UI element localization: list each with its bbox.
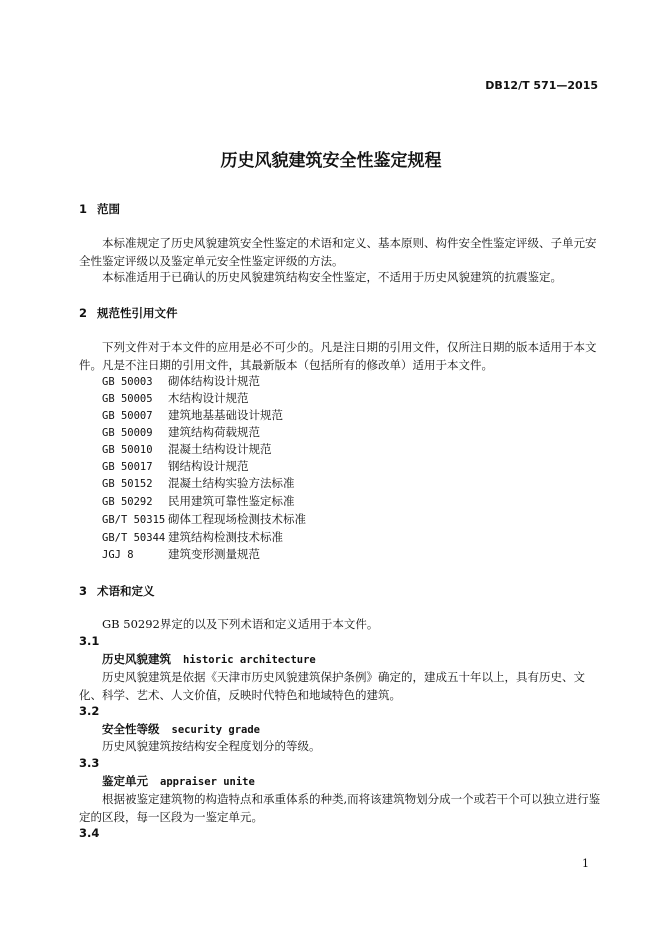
page-number: 1 (582, 857, 589, 870)
reference-code: GB 50009 (102, 427, 153, 439)
term-heading (102, 773, 255, 789)
term-number: 3.3 (79, 756, 100, 770)
section-3-heading (79, 583, 155, 599)
section-title: 规范性引用文件 (97, 306, 178, 320)
reference-code: GB 50292 (102, 496, 153, 508)
reference-item (102, 373, 260, 392)
reference-item (102, 458, 249, 477)
reference-code: GB/T 50344 (102, 532, 166, 544)
reference-name: 混凝土结构设计规范 (168, 442, 272, 456)
reference-name: 建筑地基基础设计规范 (168, 408, 283, 422)
term-chinese: 历史风貌建筑 (102, 652, 171, 666)
reference-name: 混凝土结构实验方法标准 (168, 476, 295, 490)
term-chinese: 鉴定单元 (102, 774, 148, 788)
reference-name: 建筑结构荷载规范 (168, 425, 260, 439)
reference-name: 砌体结构设计规范 (168, 374, 260, 388)
term-number: 3.4 (79, 826, 100, 840)
term-chinese: 安全性等级 (102, 722, 160, 736)
term-number: 3.1 (79, 634, 100, 648)
reference-name: 砌体工程现场检测技术标准 (168, 512, 306, 526)
reference-code: JGJ 8 (102, 549, 134, 561)
reference-item (102, 407, 283, 426)
term-heading (102, 651, 316, 667)
section-1-paragraph-2: 本标准适用于已确认的历史风貌建筑结构安全性鉴定，不适用于历史风貌建筑的抗震鉴定。 (102, 270, 562, 284)
reference-item (102, 441, 272, 460)
reference-name: 木结构设计规范 (168, 391, 249, 405)
page-title: 历史风貌建筑安全性鉴定规程 (220, 151, 442, 171)
section-title: 范围 (97, 202, 120, 216)
term-definition: 根据被鉴定建筑物的构造特点和承重体系的种类,而将该建筑物划分成一个或若干个可以独立进行鉴定的区段，每一区段为一鉴定单元。 (79, 792, 601, 824)
reference-code: GB 50010 (102, 444, 153, 456)
section-number: 1 (79, 202, 88, 216)
section-number: 2 (79, 306, 88, 320)
term-english: appraiser unite (160, 776, 255, 788)
reference-item (102, 493, 295, 512)
term-number: 3.2 (79, 704, 100, 718)
section-2-heading (79, 305, 178, 321)
reference-code: GB/T 50315 (102, 514, 166, 526)
reference-item (102, 424, 260, 443)
section-1-heading (79, 201, 120, 217)
section-number: 3 (79, 584, 88, 598)
reference-name: 建筑变形测量规范 (168, 547, 260, 561)
reference-code: GB 50003 (102, 376, 153, 388)
section-2-paragraph-1: 下列文件对于本文件的应用是必不可少的。凡是注日期的引用文件，仅所注日期的版本适用于本文件。凡是不注日期的引用文件，其最新版本（包括所有的修改单）适用于本文件。 (79, 340, 597, 372)
reference-code: GB 50007 (102, 410, 153, 422)
term-heading (102, 721, 260, 737)
term-definition: 历史风貌建筑按结构安全程度划分的等级。 (102, 739, 321, 753)
section-1-paragraph-1: 本标准规定了历史风貌建筑安全性鉴定的术语和定义、基本原则、构件安全性鉴定评级、子单元安全性鉴定评级以及鉴定单元安全性鉴定评级的方法。 (79, 236, 597, 268)
reference-code: GB 50152 (102, 478, 153, 490)
term-english: historic architecture (183, 654, 316, 666)
section-title: 术语和定义 (97, 584, 155, 598)
term-definition: 历史风貌建筑是依据《天津市历史风貌建筑保护条例》确定的，建成五十年以上，具有历史、文化、科学、艺术、人文价值，反映时代特色和地域特色的建筑。 (79, 670, 585, 702)
reference-name: 建筑结构检测技术标准 (168, 530, 283, 544)
reference-item (102, 390, 249, 409)
reference-code: GB 50005 (102, 393, 153, 405)
reference-code: GB 50017 (102, 461, 153, 473)
standard-number: DB12/T 571—2015 (485, 79, 598, 92)
reference-name: 钢结构设计规范 (168, 459, 249, 473)
reference-item (102, 529, 283, 548)
reference-name: 民用建筑可靠性鉴定标准 (168, 494, 295, 508)
term-english: security grade (171, 724, 261, 736)
reference-item (102, 511, 306, 530)
section-3-intro: GB 50292界定的以及下列术语和定义适用于本文件。 (102, 617, 379, 631)
reference-item (102, 475, 295, 494)
reference-item (102, 546, 260, 565)
